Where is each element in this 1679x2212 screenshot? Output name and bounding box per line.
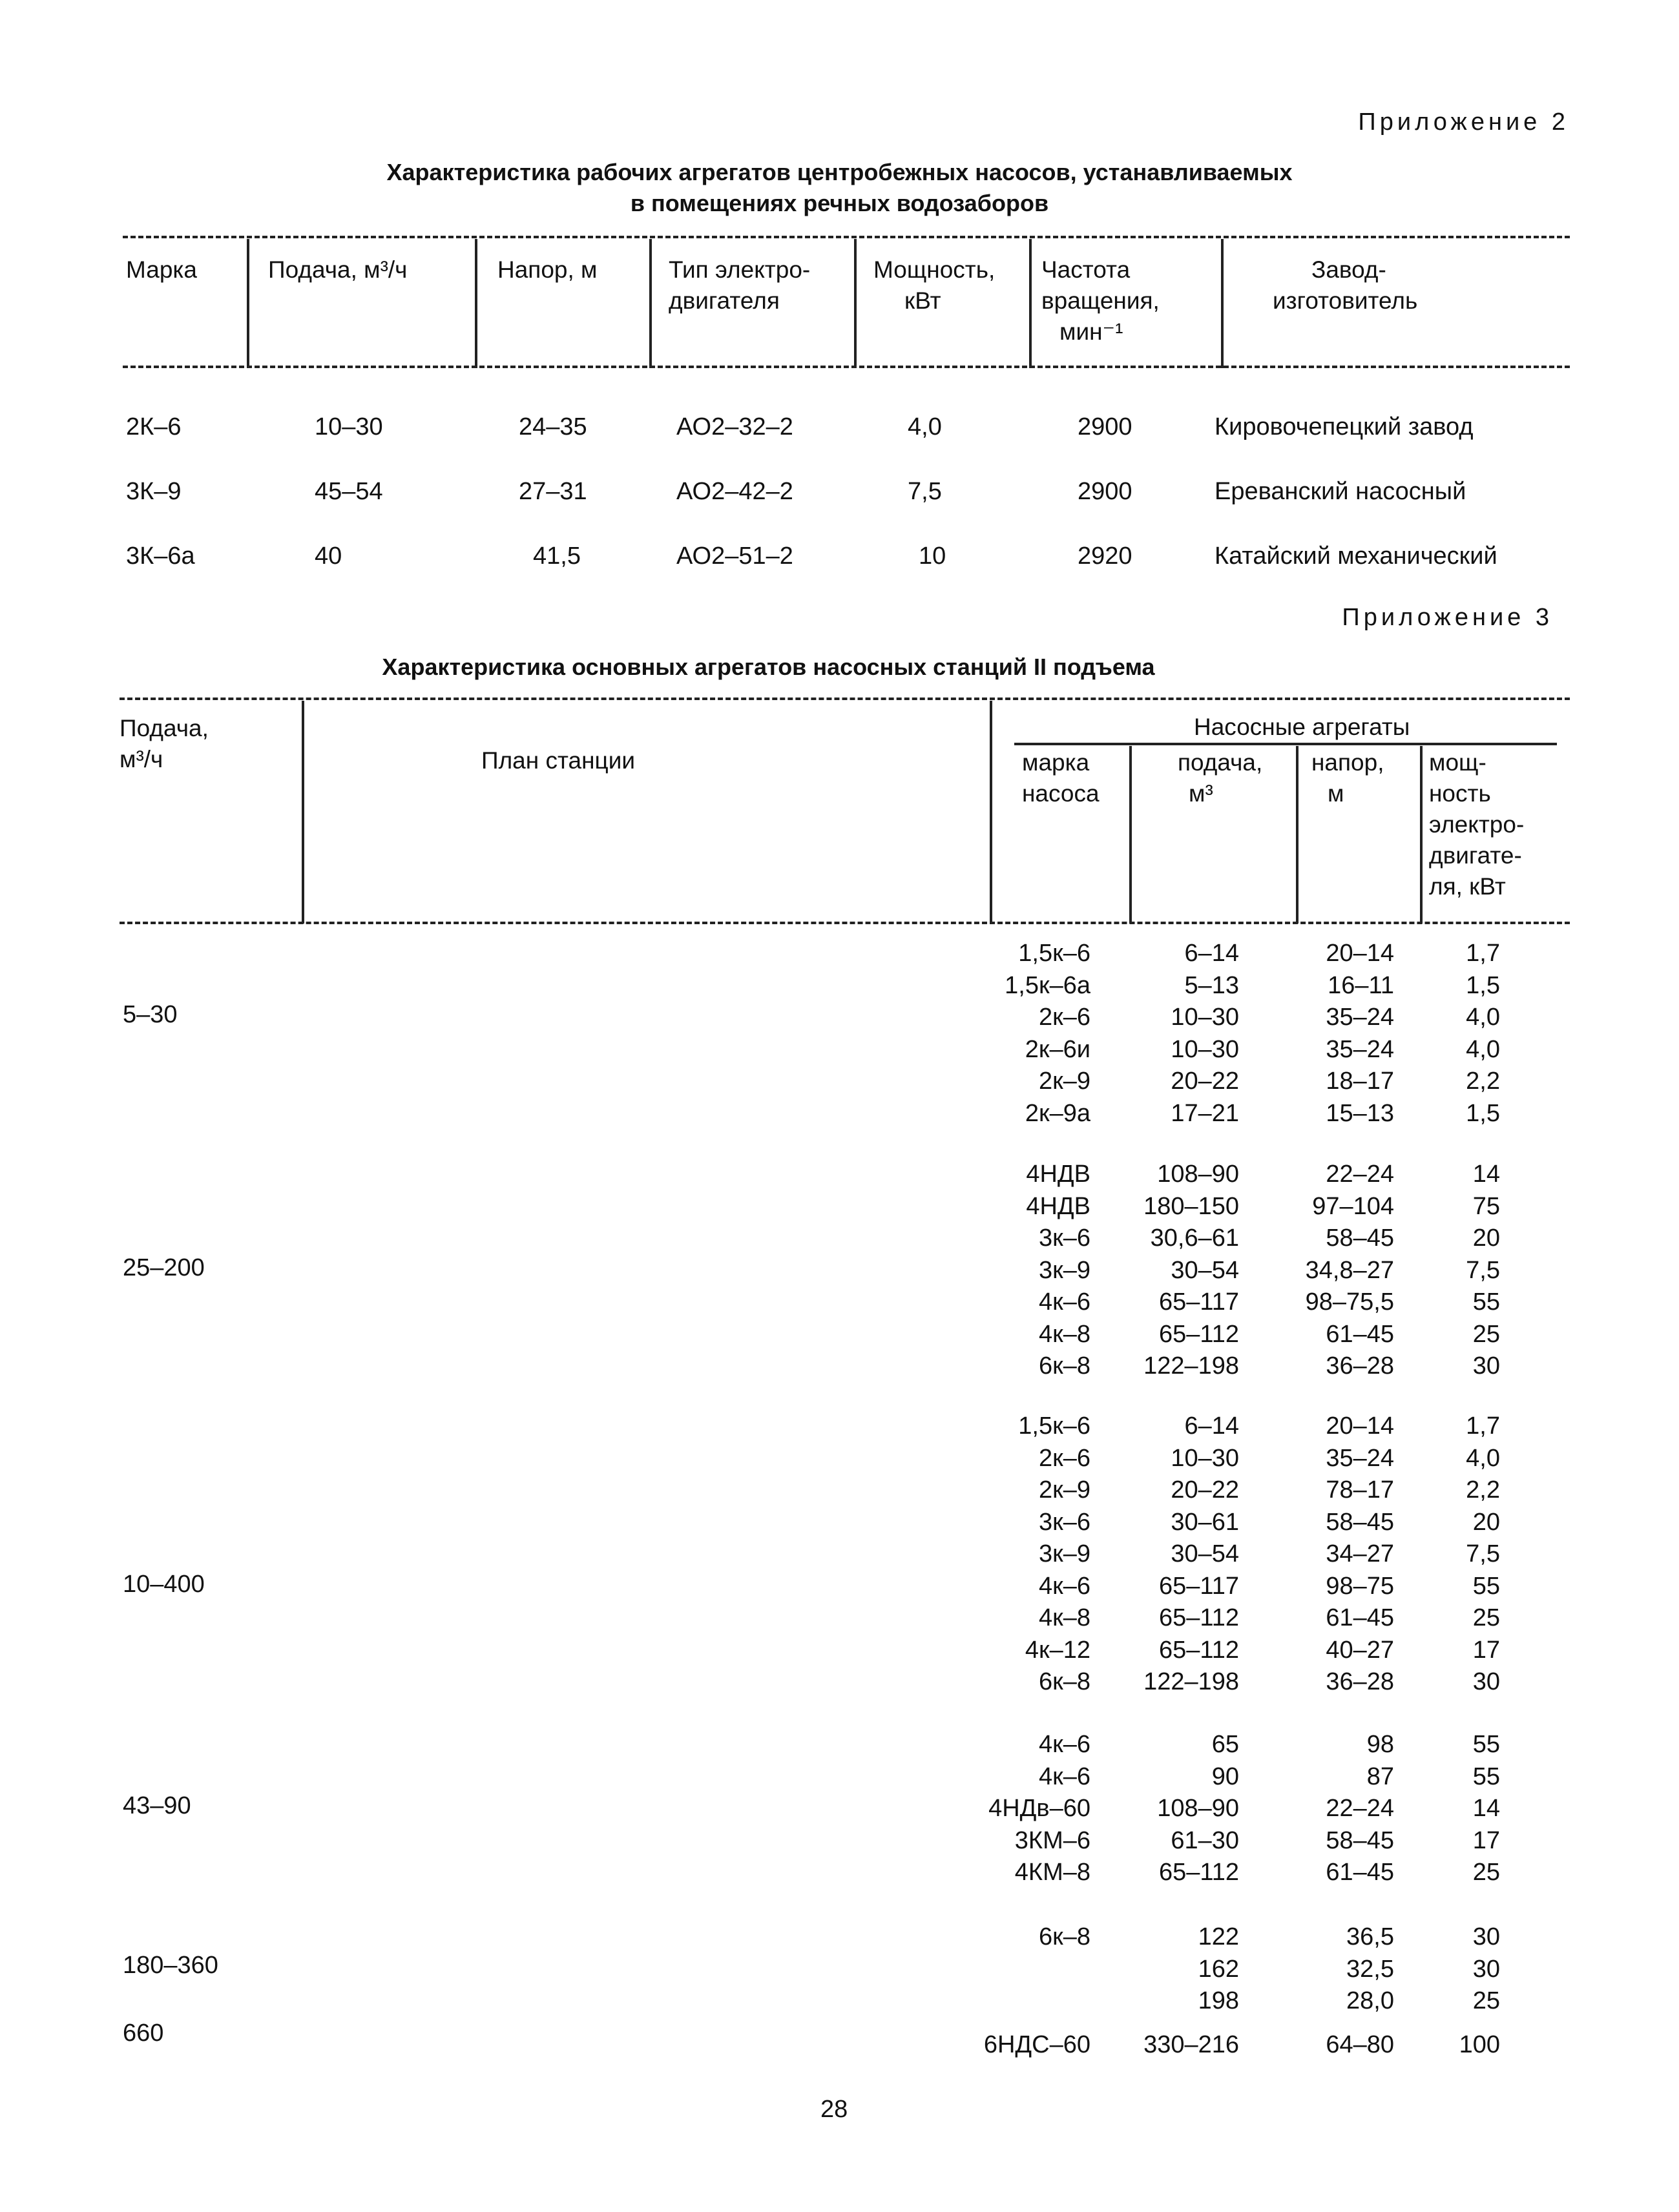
t3-cell-moshch: 2,2 — [1466, 1068, 1500, 1095]
appendix-3-title: Характеристика основных агрегатов насосных станций II подъема — [382, 654, 1155, 680]
table3-col-divider — [1129, 746, 1132, 924]
t3-cell-podacha: 65–112 — [1159, 1320, 1239, 1348]
t3-cell-napor: 87 — [1366, 1762, 1394, 1790]
t3-cell-moshch: 55 — [1472, 1288, 1500, 1316]
t2-header-chast-3: мин⁻¹ — [1059, 318, 1123, 345]
t3-cell-napor: 20–14 — [1326, 1412, 1394, 1440]
t3-cell-napor: 35–24 — [1326, 1004, 1394, 1031]
t3-header-moshch-5: ля, кВт — [1429, 873, 1506, 900]
t3-cell-moshch: 55 — [1472, 1731, 1500, 1758]
t3-cell-marka: 4НДВ — [1026, 1161, 1090, 1188]
t3-cell-podacha: 90 — [1211, 1762, 1239, 1790]
t3-cell-marka: 3к–6 — [1038, 1508, 1090, 1536]
t3-cell-napor: 98–75,5 — [1305, 1288, 1394, 1316]
t3-cell-marka: 3КМ–6 — [1014, 1826, 1090, 1854]
t2-cell-podacha: 45–54 — [315, 478, 383, 505]
t3-cell-moshch: 4,0 — [1466, 1035, 1500, 1063]
t2-header-podacha: Подача, м³/ч — [268, 256, 408, 283]
t3-cell-marka: 6к–8 — [1038, 1668, 1090, 1695]
t3-cell-podacha: 20–22 — [1171, 1068, 1239, 1095]
t3-cell-napor: 34–27 — [1326, 1540, 1394, 1567]
t3-cell-moshch: 25 — [1472, 1859, 1500, 1886]
t2-header-tip-1: Тип электро- — [669, 256, 811, 283]
t3-cell-napor: 34,8–27 — [1305, 1256, 1394, 1284]
t3-header-marka-1: марка — [1022, 749, 1090, 776]
t3-cell-marka: 4КМ–8 — [1014, 1859, 1090, 1886]
t3-cell-podacha: 10–30 — [1171, 1004, 1239, 1031]
t2-cell-podacha: 10–30 — [315, 413, 383, 440]
t3-cell-marka: 1,5к–6 — [1018, 940, 1090, 967]
t3-cell-podacha: 20–22 — [1171, 1476, 1239, 1504]
t3-cell-moshch: 1,7 — [1466, 940, 1500, 967]
t3-group-podacha: 10–400 — [123, 1571, 205, 1598]
t3-cell-napor: 32,5 — [1346, 1955, 1394, 1983]
t3-header-moshch-1: мощ- — [1429, 749, 1486, 776]
t3-cell-marka: 2к–9 — [1038, 1476, 1090, 1504]
t3-cell-moshch: 20 — [1472, 1225, 1500, 1252]
table2-col-divider — [649, 239, 652, 368]
t2-header-moshch-1: Мощность, — [873, 256, 996, 283]
t3-cell-napor: 18–17 — [1326, 1068, 1394, 1095]
t3-cell-podacha: 180–150 — [1143, 1192, 1239, 1220]
t2-cell-marka: 3К–9 — [126, 478, 182, 505]
t2-cell-zavod: Кировочепецкий завод — [1215, 413, 1474, 440]
t2-header-napor: Напор, м — [497, 256, 598, 283]
table2-col-divider — [1029, 239, 1032, 368]
t3-cell-marka: 2к–9а — [1025, 1099, 1090, 1127]
table2-col-divider — [854, 239, 857, 368]
t3-cell-marka: 4к–6 — [1038, 1288, 1090, 1316]
t3-group-podacha: 25–200 — [123, 1254, 205, 1281]
t3-cell-moshch: 14 — [1472, 1161, 1500, 1188]
t2-cell-tip: АО2–32–2 — [676, 413, 793, 440]
t3-header-napor-2: м — [1328, 780, 1344, 807]
t2-cell-tip: АО2–51–2 — [676, 543, 793, 570]
t3-cell-moshch: 100 — [1459, 2031, 1500, 2058]
appendix-3-label: Приложение 3 — [1342, 604, 1553, 631]
t3-cell-napor: 58–45 — [1326, 1508, 1394, 1536]
t2-header-zavod-2: изготовитель — [1273, 287, 1418, 314]
t3-cell-napor: 22–24 — [1326, 1161, 1394, 1188]
t3-group-podacha: 660 — [123, 2020, 164, 2047]
t3-cell-napor: 61–45 — [1326, 1320, 1394, 1348]
t2-cell-zavod: Катайский механический — [1215, 543, 1497, 570]
t2-cell-podacha: 40 — [315, 543, 342, 570]
t3-cell-napor: 36–28 — [1326, 1352, 1394, 1380]
t3-cell-moshch: 75 — [1472, 1192, 1500, 1220]
t3-cell-moshch: 7,5 — [1466, 1256, 1500, 1284]
t3-group-podacha: 43–90 — [123, 1792, 191, 1819]
t3-header-pod-2: м³ — [1189, 780, 1213, 807]
t3-cell-moshch: 20 — [1472, 1508, 1500, 1536]
t3-cell-napor: 98 — [1366, 1731, 1394, 1758]
t3-cell-podacha: 30,6–61 — [1150, 1225, 1239, 1252]
page-number: 28 — [820, 2096, 848, 2123]
t3-cell-podacha: 122 — [1198, 1923, 1239, 1950]
t3-header-plan: План станции — [481, 747, 636, 774]
t2-header-marka: Марка — [126, 256, 197, 283]
t3-cell-napor: 61–45 — [1326, 1604, 1394, 1631]
t3-cell-podacha: 17–21 — [1171, 1099, 1239, 1127]
t3-cell-marka: 2к–6 — [1038, 1004, 1090, 1031]
t2-cell-chast: 2900 — [1078, 413, 1132, 440]
t3-cell-podacha: 108–90 — [1157, 1795, 1239, 1822]
table3-col-divider — [302, 701, 304, 924]
t2-header-chast-2: вращения, — [1041, 287, 1160, 314]
t3-cell-podacha: 122–198 — [1143, 1352, 1239, 1380]
t3-cell-podacha: 61–30 — [1171, 1826, 1239, 1854]
table3-col-divider — [990, 701, 992, 924]
t3-cell-napor: 20–14 — [1326, 940, 1394, 967]
t3-cell-marka: 4НДВ — [1026, 1192, 1090, 1220]
t3-cell-moshch: 25 — [1472, 1604, 1500, 1631]
t3-cell-moshch: 17 — [1472, 1636, 1500, 1664]
t3-cell-napor: 35–24 — [1326, 1444, 1394, 1472]
t3-cell-moshch: 14 — [1472, 1795, 1500, 1822]
t2-cell-marka: 2К–6 — [126, 413, 182, 440]
table2-top-rule — [123, 236, 1570, 238]
t3-cell-podacha: 198 — [1198, 1987, 1239, 2014]
t3-cell-napor: 16–11 — [1328, 971, 1394, 999]
t3-cell-marka: 6НДС–60 — [983, 2031, 1090, 2058]
t3-cell-marka: 3к–9 — [1038, 1540, 1090, 1567]
t3-cell-marka: 4к–6 — [1038, 1572, 1090, 1600]
t3-cell-marka: 3к–9 — [1038, 1256, 1090, 1284]
t3-cell-napor: 58–45 — [1326, 1225, 1394, 1252]
t3-cell-moshch: 2,2 — [1466, 1476, 1500, 1504]
t3-group-podacha: 5–30 — [123, 1001, 178, 1028]
t3-cell-moshch: 1,5 — [1466, 971, 1500, 999]
t3-cell-moshch: 25 — [1472, 1320, 1500, 1348]
t3-cell-marka: 4к–8 — [1038, 1320, 1090, 1348]
t3-cell-marka: 4к–12 — [1025, 1636, 1090, 1664]
t3-cell-napor: 15–13 — [1326, 1099, 1394, 1127]
t3-cell-moshch: 4,0 — [1466, 1444, 1500, 1472]
t3-cell-marka: 1,5к–6 — [1018, 1412, 1090, 1440]
t2-header-moshch-2: кВт — [904, 287, 941, 314]
t3-cell-moshch: 55 — [1472, 1572, 1500, 1600]
t3-cell-marka: 4к–6 — [1038, 1731, 1090, 1758]
t2-cell-zavod: Ереванский насосный — [1215, 478, 1466, 505]
t3-cell-marka: 4к–6 — [1038, 1762, 1090, 1790]
t2-cell-chast: 2920 — [1078, 543, 1132, 570]
t2-header-chast-1: Частота — [1041, 256, 1131, 283]
t2-cell-moshch: 10 — [919, 543, 946, 570]
t3-cell-moshch: 30 — [1472, 1923, 1500, 1950]
t3-cell-podacha: 10–30 — [1171, 1444, 1239, 1472]
t3-cell-moshch: 1,7 — [1466, 1412, 1500, 1440]
t3-cell-moshch: 55 — [1472, 1762, 1500, 1790]
t3-cell-napor: 58–45 — [1326, 1826, 1394, 1854]
appendix-2-title-line1: Характеристика рабочих агрегатов центробежных насосов, устанавливаемых — [386, 159, 1293, 185]
t3-cell-moshch: 4,0 — [1466, 1004, 1500, 1031]
t3-cell-moshch: 30 — [1472, 1955, 1500, 1983]
t3-cell-podacha: 65–112 — [1159, 1636, 1239, 1664]
table3-col-divider — [1420, 746, 1423, 924]
t3-cell-napor: 61–45 — [1326, 1859, 1394, 1886]
t3-cell-marka: 2к–9 — [1038, 1068, 1090, 1095]
t3-cell-moshch: 30 — [1472, 1668, 1500, 1695]
t3-cell-podacha: 10–30 — [1171, 1035, 1239, 1063]
t3-cell-napor: 36,5 — [1346, 1923, 1394, 1950]
t3-cell-marka: 4к–8 — [1038, 1604, 1090, 1631]
t3-header-podacha-1: Подача, — [120, 715, 209, 741]
t3-header-marka-2: насоса — [1022, 780, 1100, 807]
table3-col-divider — [1296, 746, 1298, 924]
t3-cell-podacha: 6–14 — [1184, 1412, 1239, 1440]
t2-cell-marka: 3К–6а — [126, 543, 195, 570]
t3-header-group: Насосные агрегаты — [1194, 714, 1410, 740]
t3-cell-moshch: 1,5 — [1466, 1099, 1500, 1127]
t3-cell-napor: 78–17 — [1326, 1476, 1394, 1504]
t3-cell-napor: 64–80 — [1326, 2031, 1394, 2058]
t3-header-moshch-3: электро- — [1429, 811, 1525, 838]
t3-cell-podacha: 330–216 — [1143, 2031, 1239, 2058]
t3-cell-marka: 1,5к–6а — [1005, 971, 1090, 999]
t3-cell-napor: 28,0 — [1346, 1987, 1394, 2014]
appendix-2-label: Приложение 2 — [1358, 109, 1569, 136]
t3-cell-podacha: 108–90 — [1157, 1161, 1239, 1188]
t3-cell-podacha: 30–61 — [1171, 1508, 1239, 1536]
t3-cell-moshch: 7,5 — [1466, 1540, 1500, 1567]
t3-cell-moshch: 30 — [1472, 1352, 1500, 1380]
t3-cell-moshch: 25 — [1472, 1987, 1500, 2014]
t3-cell-podacha: 65–117 — [1159, 1572, 1239, 1600]
t3-cell-napor: 35–24 — [1326, 1035, 1394, 1063]
table3-top-rule — [120, 698, 1570, 700]
t3-cell-napor: 22–24 — [1326, 1795, 1394, 1822]
t2-cell-moshch: 4,0 — [908, 413, 942, 440]
t3-cell-napor: 40–27 — [1326, 1636, 1394, 1664]
t3-cell-napor: 98–75 — [1326, 1572, 1394, 1600]
t3-cell-podacha: 65–112 — [1159, 1604, 1239, 1631]
t3-cell-marka: 3к–6 — [1038, 1225, 1090, 1252]
t3-header-podacha-2: м³/ч — [120, 746, 163, 772]
t2-cell-napor: 24–35 — [519, 413, 587, 440]
t3-header-pod-1: подача, — [1178, 749, 1263, 776]
table2-header-rule — [123, 366, 1570, 368]
table2-col-divider — [247, 239, 249, 368]
t2-cell-chast: 2900 — [1078, 478, 1132, 505]
t2-cell-tip: АО2–42–2 — [676, 478, 793, 505]
t3-cell-podacha: 65–112 — [1159, 1859, 1239, 1886]
table3-group-rule — [1014, 743, 1557, 745]
t3-header-moshch-4: двигате- — [1429, 842, 1522, 869]
t3-group-podacha: 180–360 — [123, 1952, 218, 1979]
t3-cell-moshch: 17 — [1472, 1826, 1500, 1854]
t2-cell-napor: 41,5 — [533, 543, 581, 570]
t3-cell-podacha: 5–13 — [1184, 971, 1239, 999]
t3-cell-podacha: 6–14 — [1184, 940, 1239, 967]
t3-cell-marka: 2к–6и — [1025, 1035, 1090, 1063]
t3-cell-marka: 6к–8 — [1038, 1352, 1090, 1380]
t3-cell-podacha: 162 — [1198, 1955, 1239, 1983]
table2-col-divider — [1221, 239, 1224, 368]
table2-col-divider — [475, 239, 477, 368]
t3-header-napor-1: напор, — [1311, 749, 1384, 776]
appendix-2-title-line2: в помещениях речных водозаборов — [630, 190, 1049, 216]
table3-header-rule — [120, 922, 1570, 924]
t3-cell-marka: 6к–8 — [1038, 1923, 1090, 1950]
t2-cell-moshch: 7,5 — [908, 478, 942, 505]
t3-cell-podacha: 30–54 — [1171, 1256, 1239, 1284]
t3-header-moshch-2: ность — [1429, 780, 1491, 807]
t2-header-zavod-1: Завод- — [1311, 256, 1386, 283]
t3-cell-podacha: 65–117 — [1159, 1288, 1239, 1316]
t3-cell-podacha: 122–198 — [1143, 1668, 1239, 1695]
t3-cell-marka: 2к–6 — [1038, 1444, 1090, 1472]
t2-cell-napor: 27–31 — [519, 478, 587, 505]
t3-cell-napor: 97–104 — [1312, 1192, 1394, 1220]
t2-header-tip-2: двигателя — [669, 287, 780, 314]
t3-cell-podacha: 30–54 — [1171, 1540, 1239, 1567]
t3-cell-napor: 36–28 — [1326, 1668, 1394, 1695]
t3-cell-podacha: 65 — [1211, 1731, 1239, 1758]
t3-cell-marka: 4НДв–60 — [988, 1795, 1090, 1822]
